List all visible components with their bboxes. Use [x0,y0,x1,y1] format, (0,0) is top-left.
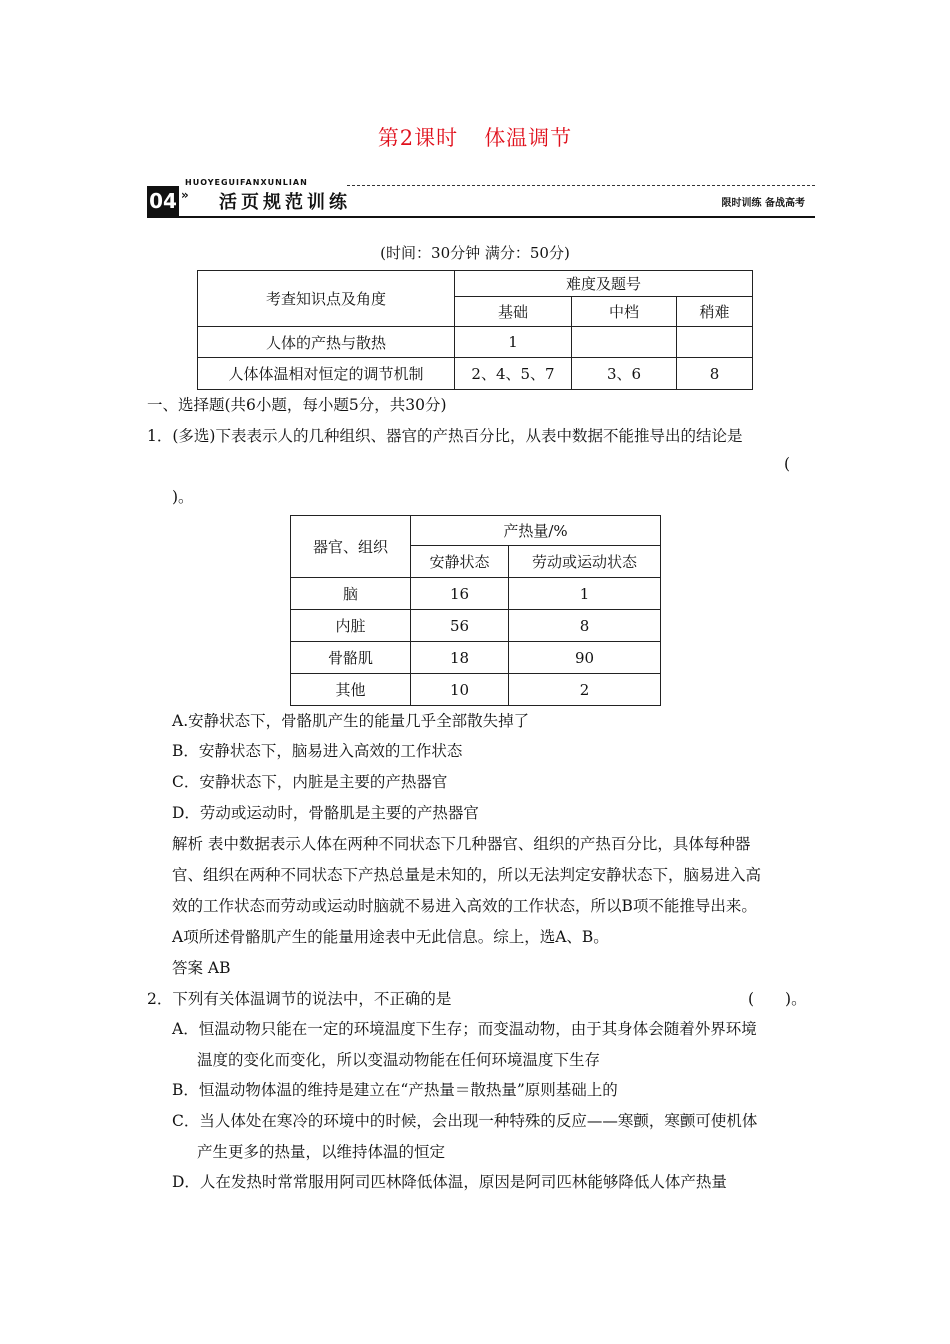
option-b: B．恒温动物体温的维持是建立在“产热量＝散热量”原则基础上的 [172,1081,618,1099]
table-cell: 10 [411,674,509,706]
section-banner [147,172,815,220]
analysis-line: 官、组织在两种不同状态下产热总量是未知的，所以无法判定安静状态下，脑易进入高 [172,866,762,884]
table-cell: 2、4、5、7 [455,358,572,390]
banner-dashed-rule [347,185,815,186]
table-cell [572,327,677,358]
table-cell: 人体的产热与散热 [198,327,455,358]
table-header-difficulty: 难度及题号 [455,271,753,297]
table-cell: 人体体温相对恒定的调节机制 [198,358,455,390]
heat-production-table [290,515,661,706]
option-a: A．恒温动物只能在一定的环境温度下生存；而变温动物，由于其身体会随着外界环境 [172,1020,757,1038]
banner-pinyin: HUOYEGUIFANXUNLIAN [185,178,308,187]
table-row [291,642,661,674]
table-header-heat: 产热量/% [411,516,661,546]
table-header-hard: 稍难 [677,297,753,327]
analysis-line: 解析 表中数据表示人体在两种不同状态下几种器官、组织的产热百分比，具体每种器 [172,835,751,853]
table-cell: 56 [411,610,509,642]
page-title [0,122,950,152]
answer-line: 答案 AB [172,959,231,977]
table-cell: 90 [509,642,661,674]
exam-meta: (时间：30分钟 满分：50分) [380,244,570,262]
table-row [198,358,753,390]
option-d: D．劳动或运动时，骨骼肌是主要的产热器官 [172,804,479,822]
question-2-stem: 2．下列有关体温调节的说法中，不正确的是 [147,990,452,1008]
banner-rule [147,216,815,218]
table-cell: 其他 [291,674,411,706]
table-row [291,674,661,706]
banner-heading: 活页规范训练 [219,192,351,213]
question-1-paren-open: ( [784,455,791,473]
table-row [291,578,661,610]
section-heading: 一、选择题(共6小题，每小题5分，共30分) [147,396,447,414]
question-1-paren-close: )。 [172,488,194,506]
option-c: C．安静状态下，内脏是主要的产热器官 [172,773,448,791]
table-header-topic: 考查知识点及角度 [198,271,455,327]
table-header-organ: 器官、组织 [291,516,411,578]
table-cell: 脑 [291,578,411,610]
table-cell: 骨骼肌 [291,642,411,674]
table-cell: 16 [411,578,509,610]
table-cell [677,327,753,358]
table-cell: 1 [455,327,572,358]
option-c-continued: 产生更多的热量，以维持体温的恒定 [197,1143,446,1161]
lesson-topic: 体温调节 [484,126,573,150]
table-cell: 1 [509,578,661,610]
option-c: C．当人体处在寒冷的环境中的时候，会出现一种特殊的反应——寒颤，寒颤可使机体 [172,1112,758,1130]
table-cell: 18 [411,642,509,674]
option-a: A.安静状态下，骨骼肌产生的能量几乎全部散失掉了 [172,712,530,730]
banner-number: 04 [147,186,179,216]
banner-slogan: 限时训练 备战高考 [721,198,805,209]
table-header-basic: 基础 [455,297,572,327]
analysis-line: 效的工作状态而劳动或运动时脑就不易进入高效的工作状态，所以B项不能推导出来。 [172,897,757,915]
table-cell: 8 [677,358,753,390]
table-cell: 8 [509,610,661,642]
table-header-work: 劳动或运动状态 [509,546,661,578]
question-2-paren: ( )。 [748,990,807,1008]
table-cell: 内脏 [291,610,411,642]
table-header-rest: 安静状态 [411,546,509,578]
table-row [198,327,753,358]
option-a-continued: 温度的变化而变化，所以变温动物能在任何环境温度下生存 [197,1051,601,1069]
table-cell: 2 [509,674,661,706]
knowledge-table [197,270,753,390]
table-cell: 3、6 [572,358,677,390]
option-d: D．人在发热时常常服用阿司匹林降低体温，原因是阿司匹林能够降低人体产热量 [172,1173,727,1191]
lesson-number: 第2课时 [377,126,459,150]
analysis-line: A项所述骨骼肌产生的能量用途表中无此信息。综上，选A、B。 [172,928,609,946]
table-row [291,610,661,642]
option-b: B．安静状态下，脑易进入高效的工作状态 [172,742,463,760]
table-header-medium: 中档 [572,297,677,327]
question-1-stem: 1．(多选)下表表示人的几种组织、器官的产热百分比，从表中数据不能推导出的结论是 [147,427,743,445]
double-chevron-icon: » [181,188,189,202]
